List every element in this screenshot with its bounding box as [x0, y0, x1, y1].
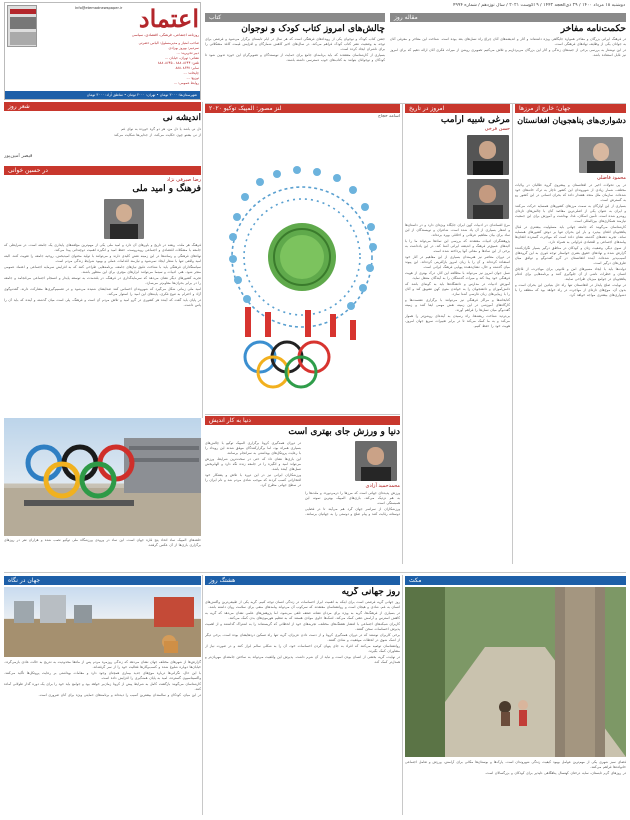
sport-author: محمدحمید آزادی: [365, 483, 400, 489]
sport-article: [205, 427, 400, 567]
poem-author: قیصر امین‌پور: [4, 153, 33, 159]
poem-article: [4, 113, 201, 163]
tagline: روزنامه اجتماعی، فرهنگی، اقتصادی، سیاسی: [131, 33, 199, 37]
olympic-section-bar: لنز مصور: المپیک توکیو ۲۰۲۰: [205, 104, 400, 113]
sport-body-right: ورزش پدیده‌ای جهانی است که مرزها را درمی‌نوردد و ملت‌ها را به هم نزدیک می‌کند. بازی‌های المپیک بهترین نمونه این همبستگی است. ورزشکاران از سراسر جهان گرد هم می‌آیند تا در فضایی دوستانه رقابت کنند و پیام صلح و دوستی را به جهانیان برسانند.: [305, 491, 400, 516]
website-text: Info@etemadnewspaper.ir: [75, 6, 123, 10]
date-line: دوشنبه ۱۸ مرداد ۱۴۰۰ / ۲۹ ذی‌الحجه ۱۴۴۲ / ۹ آگوست ۲۰۲۱ / سال نوزدهم / شماره ۴۹۹۴: [452, 3, 625, 8]
sport-author-photo: [355, 441, 397, 481]
price-bar: شهرستان‌ها: ۳۰۰۰ تومان • تهران: ۲۰۰۰ تومان • مناطق آزاد: ۳۰۰۰ تومان: [5, 91, 200, 99]
poem-body: دل نی باشد یا دل من، هر دو گره خورده به نوای غم از نی بشنو چون حکایت می‌کند، از جدایی‌ها شکایت می‌کند: [113, 127, 201, 137]
olympic-illustration: [205, 122, 400, 412]
culture-body: فرهنگ هر ملت، ریشه در تاریخ و باورهای آن دارد و امید ملی یکی از مهم‌ترین مؤلفه‌های پایداری یک جامعه است. در شرایطی که جامعه با مشکلات اقتصادی و اجتماعی روبه‌روست، حفظ امید و انگیزه اهمیت دوچندانی پیدا می‌کند. نهادهای فرهنگی و رسانه‌ها در این زمینه نقش کلیدی دارند و می‌توانند با تولید محتوای امیدبخش، روحیه جامعه را تقویت کنند. البته امید واقعی تنها با شعار ایجاد نمی‌شود و نیازمند اقدامات عملی و بهبود شرایط زندگی مردم است. سیاستگذاران فرهنگی باید با شناخت دقیق نیازهای جامعه، برنامه‌هایی طراحی کنند که به افزایش سرمایه اجتماعی و اعتماد عمومی منجر شود. هنر، ادبیات و سینما می‌توانند ابزارهای مؤثری برای این منظور باشند. تجربه کشورهای دیگر نشان می‌دهد که سرمایه‌گذاری در فرهنگ، در بلندمدت به توسعه پایدار و انسجام اجتماعی می‌انجامد و جامعه را در برابر بحران‌ها مقاوم‌تر می‌سازد. امید ملی زمانی شکل می‌گیرد که شهروندان احساس کنند صدایشان شنیده می‌شود و در تصمیم‌گیری‌ها مشارکت دارند. گفت‌وگوی آزاد و احترام به تنوع فکری، پایه‌های این امید را استوار می‌کند. در پایان باید گفت که آینده هر کشوری در گرو امید و تلاش مردم آن است و فرهنگ، پلی است میان گذشته و آینده که باید آن را پاس داشت.: [4, 243, 201, 307]
front-page-thumbnail: [7, 5, 37, 47]
wisdom-body: در فرهنگ ایرانی بزرگان و مفاخر همواره جایگاهی ویژه داشته‌اند و آثار و اندیشه‌های آنان چراغ راه نسل‌های بعد بوده است. شناخت این مفاخر و معرفی آنان به جوانان یکی از وظایف نهادهای فرهنگی است. در این نوشتار به بررسی برخی از جنبه‌های زندگی و آثار این بزرگان می‌پردازیم و تلاش می‌کنیم تصویری روشن از میراث فکری آنان ارائه دهیم که برای امروز نیز قابل استفاده باشد.: [390, 37, 626, 57]
photo-caption-text: حلقه‌های المپیک نماد اتحاد پنج قاره جهان است. این نماد در ورودی ورزشگاه ملی توکیو نصب شده و هزاران نفر در روزهای برگزاری بازی‌ها از آن عکس گرفتند.: [4, 538, 201, 547]
bahar-author-photo: [467, 135, 509, 175]
sport-section-bar: دنیا به کار اندیش: [205, 416, 400, 425]
afghanistan-author-photo: [579, 137, 623, 173]
bottom-left-body: گزارش‌ها از شهرهای مختلف جهان نشان می‌دهد که زندگی روزمره مردم پس از ماه‌ها محدودیت به تدریج به حالت عادی بازمی‌گردد. خیابان‌ها دوباره شلوغ شده و کسب‌وکارها فعالیت خود را از سر گرفته‌اند. با این حال، نگرانی‌ها درباره موج‌های جدید بیماری همچنان وجود دارد و مقامات بهداشتی بر رعایت پروتکل‌ها تأکید می‌کنند. واکسیناسیون گسترده، امید به پایان همه‌گیری را افزایش داده است. کارشناسان می‌گویند بازگشت کامل به شرایط پیش از کرونا زمان‌بر خواهد بود و جوامع باید خود را برای یک دوره گذار طولانی آماده کنند. در این میان، کودکان و سالمندان بیشترین آسیب را دیده‌اند و برنامه‌های حمایتی ویژه برای آنان ضروری است.: [4, 660, 201, 697]
sport-body-left: در دوران همه‌گیری کرونا برگزاری المپیک توکیو با چالش‌های بسیاری همراه بود، اما برگزارکنندگان موفق شدند این رویداد را با رعایت پروتکل‌های بهداشتی به سرانجام برسانند. این بازی‌ها نشان داد که حتی در سخت‌ترین شرایط، ورزش می‌تواند امید و انگیزه را در جامعه زنده نگه دارد و الهام‌بخش نسل‌های آینده باشد. ورزشکاران ایرانی نیز در این دوره با تلاش و پشتکار خود افتخاراتی کسب کردند که موجب شادی مردم شد و نام ایران را در سطح جهانی مطرح کرد.: [205, 441, 301, 487]
olympic-rings-illustration: [205, 122, 400, 412]
bottom-left-photo: [4, 587, 201, 657]
world-view-section-bar: جهان در نگاه: [4, 576, 201, 585]
bahar-second-photo: [467, 179, 509, 219]
bahar-article: [405, 115, 510, 565]
bahar-body: مرغ افسانه‌ای در ادبیات کهن ایران جایگاه ویژه‌ای دارد و در داستان‌ها و اشعار بسیاری از آن یاد شده است. شاعران و نویسندگان از این نماد برای بیان مفاهیم عرفانی و اخلاقی بهره برده‌اند. پژوهشگران ادبیات معتقدند که بررسی این نمادها می‌تواند ما را با لایه‌های عمیق‌تر فرهنگ و اندیشه ایرانی آشنا کند. در این یادداشت به برخی از این نمادها و معانی آنها پرداخته شده است. در دوران معاصر نیز هنرمندان بسیاری از این مفاهیم در آثار خود استفاده کرده‌اند و آن را با زبان امروز بازآفرینی کرده‌اند. این پیوند میان گذشته و حال، نشان‌دهنده پویایی فرهنگ ایرانی است. نسل جوان امروز نیز می‌تواند با مطالعه این آثار، درک بهتری از هویت فرهنگی خود پیدا کند و میراث گذشتگان را به آیندگان منتقل نماید. آموزش ادبیات در مدارس و دانشگاه‌ها باید به گونه‌ای باشد که دانش‌آموزان و دانشجویان را به خواندن متون کهن تشویق کند و آنان را با زیبایی‌های زبان فارسی آشنا سازد. کتابخانه‌ها و مراکز فرهنگی نیز می‌توانند با برگزاری نشست‌ها و کارگاه‌های آموزشی در این زمینه نقش مهمی ایفا کنند و زمینه گفت‌وگو میان نسل‌ها را فراهم آورند. بی‌تردید شناخت ریشه‌ها، راه رسیدن به آینده‌ای روشن‌تر را هموار می‌کند و به ما کمک می‌کند تا در برابر تغییرات سریع جهان امروز، هویت خود را حفظ کنیم.: [405, 223, 510, 328]
books-section-bar: کتاب: [205, 13, 385, 22]
wisdom-headline: حکمت‌نامه مفاخر: [560, 24, 626, 34]
culture-author: رضا صیرفی نژاد: [166, 177, 201, 183]
olympic-rings-photo-icon: [4, 418, 201, 536]
masthead: [4, 2, 201, 100]
olympic-credit: اسامه حجاج: [377, 114, 400, 119]
afghanistan-author: محمود فاضلی: [596, 175, 626, 181]
bahar-headline: مرغی شبیه ارامب: [440, 115, 510, 125]
culture-author-photo: [104, 199, 144, 239]
sport-headline: دنیا و ورزش جای بهتری است: [288, 427, 400, 437]
afghanistan-headline: دشواری‌های پناهجویان افغانستان: [517, 115, 626, 125]
poem-section-bar: شعر روز: [4, 102, 201, 111]
children-books-article: [205, 24, 385, 102]
history-section-bar: امروز در تاریخ: [405, 104, 510, 113]
park-caption: فضای سبز شهری یکی از مهم‌ترین عوامل بهبود کیفیت زندگی شهروندان است. پارک‌ها و بوستان‌ها مکانی برای آرامش، ورزش و تعامل اجتماعی خانواده‌ها فراهم می‌کنند. در روزهای گرم تابستان، سایه درختان کهنسال پناهگاهی دلپذیر برای کودکان و بزرگسالان است.: [405, 760, 626, 775]
article-section-bar: مقاله روز: [390, 13, 626, 22]
staff-list: صاحب امتیاز و مدیرمسئول: الیاس حضرتی سردبیر: بهروز بهزادی دبیر تحریریه: ... نشانی: تهران، خیابان ... تلفن: ۸۸۸۰۸۶۴۴ - ۸۸۸۰۸۶۴۵ نمابر: ۸۸۸۰۸۶۴۷ چاپخانه: ... توزیع: ... روابط عمومی: ...: [138, 41, 199, 85]
afghanistan-article: [515, 115, 626, 445]
culture-headline: فرهنگ و امید ملی: [132, 184, 201, 194]
park-scene-icon: [405, 587, 626, 757]
children-books-body: جشن کتاب کودک و نوجوان یکی از رویدادهای فرهنگی است که هر سال در ایام تابستان برگزار می‌شود و فرصتی برای توجه به وضعیت نشر کتاب کودک فراهم می‌کند. در سال‌های اخیر کاهش شمارگان و افزایش قیمت کاغذ مشکلاتی را برای ناشران ایجاد کرده است. بسیاری از کارشناسان معتقدند که باید برنامه‌ای جامع برای حمایت از نویسندگان و تصویرگران این حوزه تدوین شود تا کودکان و نوجوانان بتوانند به کتاب‌های خوب دسترسی داشته باشند.: [205, 37, 385, 62]
olympic-rings-photo: [4, 418, 201, 536]
wisdom-article: [390, 24, 626, 94]
children-books-headline: چالش‌های امروز کتاب کودک و نوجوان: [241, 24, 385, 34]
culture-article: [4, 177, 201, 415]
crying-article: [205, 587, 400, 815]
crying-body: روز جهانی گریه فرصتی است برای اینکه به اهمیت ابراز احساسات در زندگی انسان توجه کنیم. گریه یکی از طبیعی‌ترین واکنش‌های انسان به غم، شادی و هیجان است و روانشناسان معتقدند که سرکوب آن می‌تواند پیامدهای منفی برای سلامت روان داشته باشد. در بسیاری از فرهنگ‌ها، گریه به ویژه برای مردان نشانه ضعف تلقی می‌شود، اما پژوهش‌های علمی نشان می‌دهد که گریه به کاهش استرس و آرامش ذهنی کمک می‌کند. اشک‌ها حاوی موادی هستند که به تنظیم هورمون‌های بدن کمک می‌کنند. کاربران شبکه‌های اجتماعی با انتشار هشتگ‌های مختلف، تجربه‌های خود از لحظاتی که گریسته‌اند را به اشتراک گذاشتند و از اهمیت پذیرش احساسات سخن گفتند. برخی کاربران نوشتند که در دوران همه‌گیری کرونا و از دست دادن عزیزان، گریه تنها راه تسکین دردهایشان بوده است. برخی دیگر از اشک شوق در لحظات موفقیت و شادی گفتند. روانشناسان توصیه می‌کنند که افراد به جای پنهان کردن احساسات خود، آن را به شکلی سالم ابراز کنند و در صورت نیاز از مشاوران کمک بگیرند. در نهایت، گریه بخشی از انسان بودن است و نباید از آن شرم داشت. پذیرش این واقعیت می‌تواند به ساختن جامعه‌ای مهربان‌تر و همدل‌تر کمک کند.: [205, 600, 400, 664]
world-section-bar: جهان؛ خارج از مرزها: [515, 104, 626, 113]
hashtag-section-bar: هشتگ روز: [205, 576, 400, 585]
street-scene-icon: [4, 587, 201, 657]
newspaper-logo: اعتماد: [138, 7, 199, 33]
poem-headline: اندیشه نی: [162, 113, 201, 123]
pause-section-bar: مکث: [405, 576, 626, 585]
persons-section-bar: در حسین خوانی: [4, 166, 201, 175]
park-photo: [405, 587, 626, 757]
afghanistan-body: در پی تحولات اخیر در افغانستان و پیشروی گروه طالبان در ولایات مختلف، شمار زیادی از شهروندان این کشور ناچار به ترک خانه‌های خود شده‌اند. سازمان ملل متحد هشدار داده که بحران انسانی در این کشور رو به گسترش است. بسیاری از این آوارگان به سمت مرزهای کشورهای همسایه حرکت می‌کنند و ایران به عنوان یکی از اصلی‌ترین مقاصد آنان با چالش‌های تازه‌ای روبه‌رو شده است. تأمین اسکان، غذا، بهداشت و آموزش برای این جمعیت نیازمند همکاری‌های بین‌المللی است. کارشناسان می‌گویند که جامعه جهانی باید مسئولیت بیشتری در قبال پناهجویان افغان بپذیرد و بار این بحران تنها بر دوش کشورهای همسایه نماند. تجربه دهه‌های گذشته نشان داده است که مهاجرت گسترده افغان‌ها پیامدهای اجتماعی و اقتصادی فراوانی به همراه دارد. از سوی دیگر، وضعیت زنان و کودکان در مناطق درگیر بسیار نگران‌کننده گزارش شده و نهادهای حقوق بشری خواستار توجه فوری به این گروه‌های آسیب‌پذیر شده‌اند. آینده افغانستان در گرو گفت‌وگو و توافق میان طرف‌های درگیر است. دولت‌ها باید با ایجاد مسیرهای امن و قانونی برای مهاجرت، از قاچاق انسان و خطرات ناشی از آن جلوگیری کنند و برنامه‌هایی برای ادغام پناهجویان در جوامع میزبان طراحی نمایند. در نهایت، صلح پایدار در افغانستان تنها راه حل بنیادین این بحران است و بدون آن، موج‌های تازه‌ای از مهاجرت در راه خواهد بود که منطقه را با دشواری‌های بیشتری مواجه خواهد کرد.: [515, 183, 626, 297]
crying-headline: روز جهانی گریه: [341, 587, 400, 597]
bahar-author: حسن فرخی: [484, 126, 510, 132]
